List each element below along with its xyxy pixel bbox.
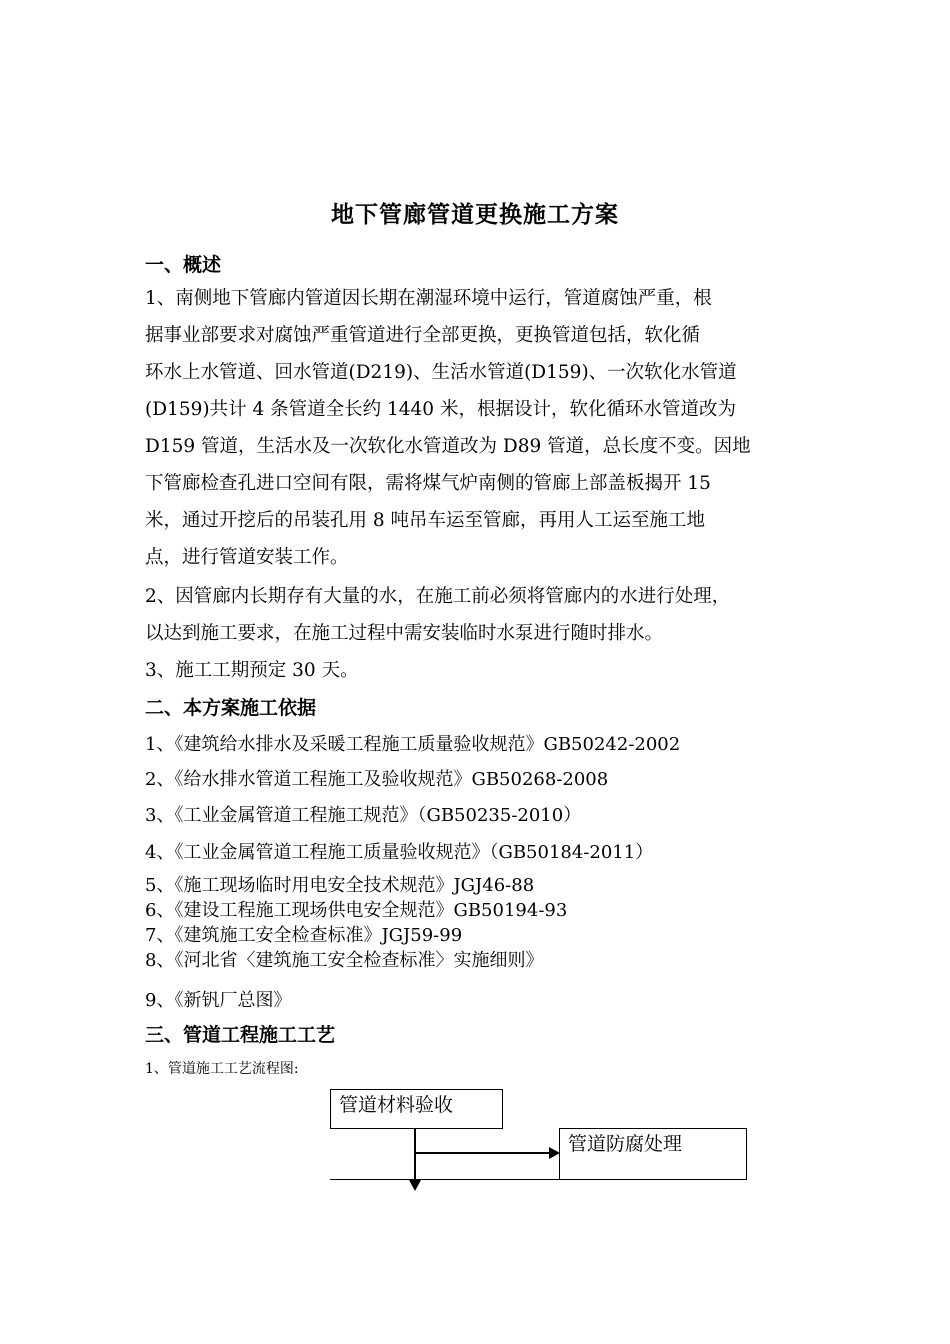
text-line: 米，通过开挖后的吊装孔用 8 吨吊车运至管廊，再用人工运至施工地 [145,510,706,531]
reference-item: 6、《建设工程施工现场供电安全规范》GB50194-93 [145,900,568,921]
text-line: 2、因管廊内长期存有大量的水，在施工前必须将管廊内的水进行处理， [145,586,731,607]
text-line: 3、施工工期预定 30 天。 [145,660,359,681]
flow-connector-horizontal [415,1152,551,1154]
reference-item: 4、《工业金属管道工程施工质量验收规范》（GB50184-2011） [145,842,654,863]
reference-item: 9、《新钒厂总图》 [145,990,292,1011]
reference-item: 1、《建筑给水排水及采暖工程施工质量验收规范》GB50242-2002 [145,734,681,755]
reference-item: 7、《建筑施工安全检查标准》JGJ59-99 [145,925,463,946]
overview-paragraph-3 [145,652,825,689]
text-line: (D159)共计 4 条管道全长约 1440 米，根据设计，软化循环水管道改为 [145,399,736,420]
arrow-down-icon [409,1180,421,1192]
text-line: 据事业部要求对腐蚀严重管道进行全部更换，更换管道包括，软化循 [145,325,701,346]
flow-baseline [330,1179,559,1180]
text-line: 下管廊检查孔进口空间有限，需将煤气炉南侧的管廊上部盖板揭开 15 [145,473,711,494]
text-line: D159 管道，生活水及一次软化水管道改为 D89 管道，总长度不变。因地 [145,436,751,457]
reference-item: 5、《施工现场临时用电安全技术规范》JGJ46-88 [145,875,535,896]
section-heading-basis: 二、本方案施工依据 [145,697,317,719]
flow-box-anticorrosion: 管道防腐处理 [559,1128,747,1180]
reference-item: 8、《河北省〈建筑施工安全检查标准〉实施细则》 [145,950,544,971]
flowchart-caption: 1、管道施工工艺流程图: [145,1061,299,1077]
section-heading-overview: 一、概述 [145,254,222,276]
text-line: 环水上水管道、回水管道(D219)、生活水管道(D159)、一次软化水管道 [145,362,737,383]
reference-item: 3、《工业金属管道工程施工规范》（GB50235-2010） [145,805,582,826]
text-line: 1、南侧地下管廊内管道因长期在潮湿环境中运行，管道腐蚀严重，根 [145,288,712,309]
flow-connector-vertical [414,1129,416,1181]
section-heading-process: 三、管道工程施工工艺 [145,1024,336,1046]
overview-paragraph-2 [145,578,825,652]
flow-box-material-inspection: 管道材料验收 [330,1089,503,1129]
arrow-right-icon [549,1147,561,1159]
reference-item: 2、《给水排水管道工程施工及验收规范》GB50268-2008 [145,769,609,790]
text-line: 以达到施工要求，在施工过程中需安装临时水泵进行随时排水。 [145,623,664,644]
page-title: 地下管廊管道更换施工方案 [331,201,619,228]
overview-paragraph-1 [145,280,825,576]
text-line: 点，进行管道安装工作。 [145,547,349,568]
